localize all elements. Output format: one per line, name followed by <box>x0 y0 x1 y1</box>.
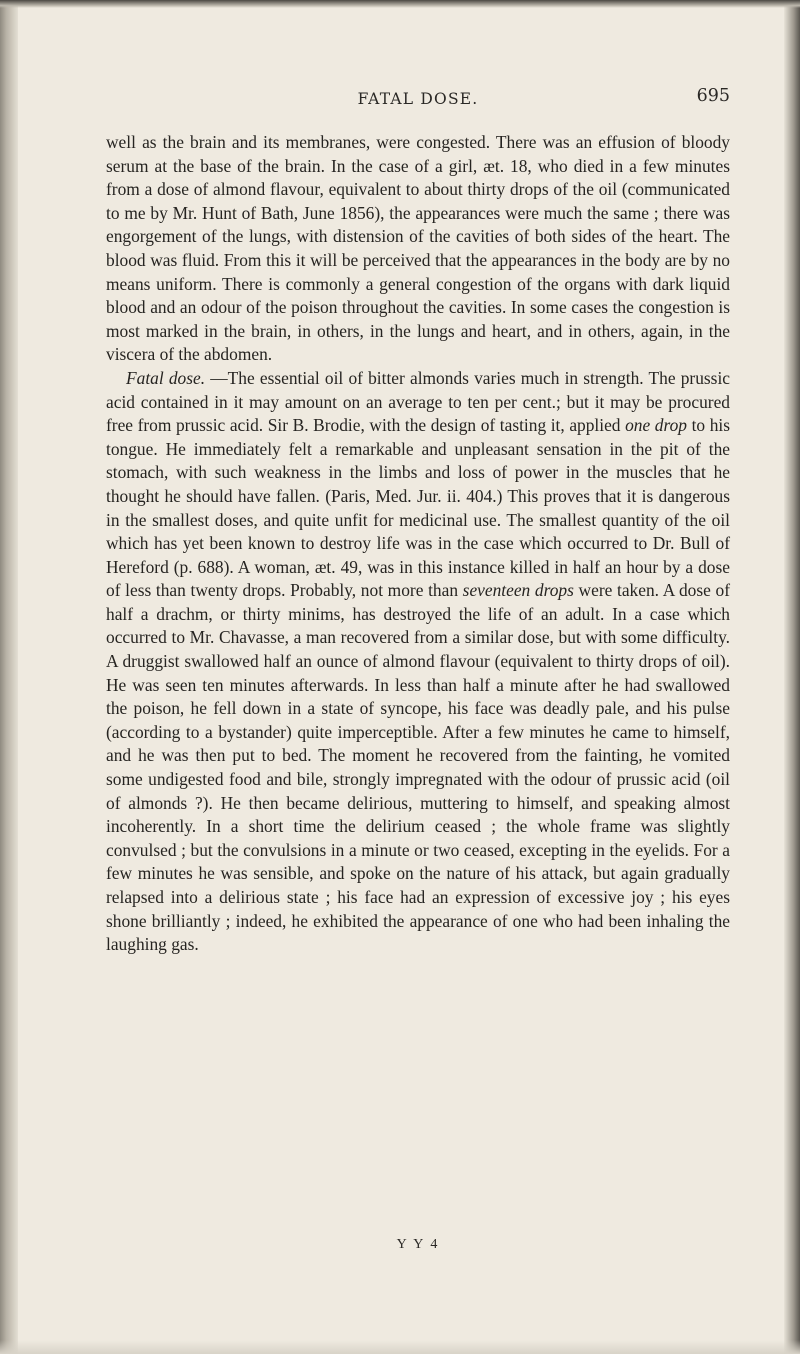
emphasis-seventeen-drops: seventeen drops <box>462 580 574 601</box>
paragraph-text: to his tongue. He immediately felt a remarkable and unpleasant sensation in the pit of the stomach, with such weakness in the limbs and loss of power in the muscles that he thought he should have fallen. (Paris, Med. Jur. ii. 404.) This proves that it is dangerous in the smallest doses, and quite unfit for medicinal use. The smallest quantity of the oil which has yet been known to destroy life was in the case which occurred to Dr. Bull of Hereford (p. 688). A woman, æt. 49, was in this instance killed in half an hour by a dose of less than twenty drops. Probably, not more than <box>106 415 730 601</box>
paragraph-text: were taken. A dose of half a drachm, or thirty minims, has destroyed the life of an adult. In a case which occurred to Mr. Chavasse, a man recovered from a similar dose, but with some difficulty. A druggist swallowed half an ounce of almond flavour (equivalent to thirty drops of oil). He was seen ten minutes afterwards. In less than half a minute after he had swallowed the poison, he fell down in a state of syncope, his face was deadly pale, and his pulse (according to a bystander) quite imperceptible. After a few minutes he came to himself, and he was then put to bed. The moment he recovered from the fainting, he vomited some undigested food and bile, strongly impregnated with the odour of prussic acid (oil of almonds ?). He then became delirious, muttering to himself, and speaking almost incoherently. In a short time the delirium ceased ; the whole frame was slightly convulsed ; but the convulsions in a minute or two ceased, excepting in the eyelids. For a few minutes he was sensible, and spoke on the nature of his attack, but again gradually relapsed into a delirious state ; his face had an expression of excessive joy ; his eyes shone brilliantly ; indeed, he exhibited the appearance of one who had been inhaling the laughing gas. <box>106 580 730 955</box>
page-edge-shadow <box>784 0 800 1354</box>
running-header <box>106 86 730 116</box>
page-gutter-shadow <box>0 0 18 1354</box>
paragraph-text: —The essential oil of bitter almonds varies much in strength. The prussic acid contained in it may amount on an average to ten per cent.; but it may be procured free from prussic acid. Sir B. Brodie, with the design of tasting it, applied <box>106 367 730 436</box>
page-top-shadow <box>0 0 800 8</box>
page-body <box>106 131 730 957</box>
page-number: 695 <box>696 86 730 106</box>
section-heading-fatal-dose: Fatal dose. <box>126 367 206 388</box>
page-bottom-shade <box>0 1340 800 1354</box>
running-title: FATAL DOSE. <box>357 90 479 108</box>
paragraph-fatal-dose <box>106 367 730 957</box>
emphasis-one-drop: one drop <box>625 415 687 436</box>
paragraph-text: well as the brain and its membranes, were congested. There was an effusion of bloody serum at the base of the brain. In the case of a girl, æt. 18, who died in a few minutes from a dose of almond flavour, equivalent to about thirty drops of the oil (communicated to me by Mr. Hunt of Bath, June 1856), the appearances were much the same ; there was engorgement of the lungs, with distension of the cavities of both sides of the heart. The blood was fluid. From this it will be perceived that the appearances in the body are by no means uniform. There is commonly a general congestion of the organs with dark liquid blood and an odour of the poison throughout the cavities. In some cases the congestion is most marked in the brain, in others, in the lungs and heart, and in others, again, in the viscera of the abdomen. <box>106 132 730 365</box>
signature-mark: Y Y 4 <box>396 1237 440 1252</box>
paragraph-postmortem <box>106 131 730 367</box>
